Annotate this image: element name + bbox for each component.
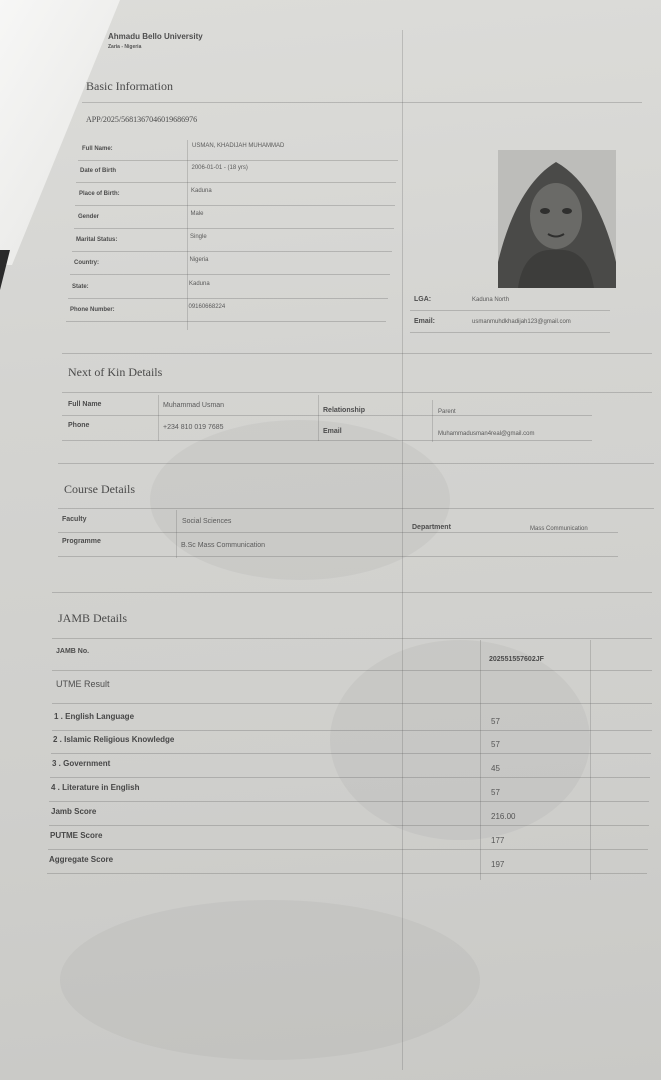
page-curl xyxy=(0,0,120,265)
grid-line xyxy=(74,228,394,229)
basic-info-label: Date of Birth xyxy=(80,168,116,174)
next-of-kin-heading: Next of Kin Details xyxy=(68,365,163,379)
email-value: usmanmuhdkhadijah123@gmail.com xyxy=(472,319,571,325)
subject-value: 57 xyxy=(491,788,500,797)
basic-info-label: State: xyxy=(72,284,89,290)
grid-line xyxy=(66,321,386,322)
kin-full-name-value: Muhammad Usman xyxy=(163,402,225,409)
grid-line xyxy=(52,670,652,671)
section-divider xyxy=(62,353,652,354)
basic-info-value: Kaduna xyxy=(189,281,210,287)
total-value: 177 xyxy=(491,836,505,845)
basic-info-heading: Basic Information xyxy=(86,79,173,93)
faculty-value: Social Sciences xyxy=(182,518,232,525)
total-label: Aggregate Score xyxy=(49,855,114,864)
basic-info-value: Male xyxy=(190,211,204,217)
email-label: Email: xyxy=(414,318,436,325)
basic-info-value: Single xyxy=(190,234,207,240)
grid-line xyxy=(78,160,398,161)
grid-line xyxy=(58,556,618,557)
grid-line xyxy=(51,753,651,754)
lga-label: LGA: xyxy=(414,296,432,303)
grid-line xyxy=(49,825,649,826)
subject-value: 57 xyxy=(491,717,500,726)
page-edge-shadow xyxy=(0,250,10,290)
department-label: Department xyxy=(412,524,451,531)
grid-line xyxy=(52,730,652,731)
basic-info-label: Phone Number: xyxy=(70,307,115,313)
grid-line xyxy=(410,332,610,333)
grid-line xyxy=(68,298,388,299)
programme-label: Programme xyxy=(62,538,101,545)
grid-line xyxy=(47,873,647,874)
faculty-label: Faculty xyxy=(62,516,87,523)
programme-value: B.Sc Mass Communication xyxy=(181,542,266,549)
grid-line xyxy=(72,251,392,252)
kin-full-name-label: Full Name xyxy=(68,401,102,408)
grid-line xyxy=(158,395,159,441)
kin-relationship-value: Parent xyxy=(438,409,456,415)
grid-line xyxy=(76,182,396,183)
kin-relationship-label: Relationship xyxy=(323,407,366,414)
department-value: Mass Communication xyxy=(530,526,588,532)
course-details-heading: Course Details xyxy=(64,482,135,496)
grid-line xyxy=(62,440,592,441)
basic-info-value: Nigeria xyxy=(189,257,209,263)
section-divider xyxy=(58,508,654,509)
kin-phone-label: Phone xyxy=(68,422,90,429)
subject-label: 3 . Government xyxy=(52,759,111,768)
grid-line xyxy=(70,274,390,275)
grid-line xyxy=(432,400,433,442)
total-value: 216.00 xyxy=(491,812,516,821)
basic-info-value: 2006-01-01 - (18 yrs) xyxy=(191,165,248,171)
subject-value: 45 xyxy=(491,764,500,773)
grid-line xyxy=(49,801,649,802)
basic-info-label: Place of Birth: xyxy=(79,191,120,197)
basic-info-label: Full Name: xyxy=(82,146,113,152)
jamb-details-heading: JAMB Details xyxy=(58,611,127,625)
kin-email-value: Muhammadusman4real@gmail.com xyxy=(438,431,535,437)
lga-value: Kaduna North xyxy=(472,297,510,303)
grid-line xyxy=(48,849,648,850)
subject-label: 2 . Islamic Religious Knowledge xyxy=(53,735,175,744)
total-value: 197 xyxy=(491,860,505,869)
paper-stain xyxy=(60,900,480,1060)
grid-line xyxy=(62,415,592,416)
grid-line xyxy=(176,510,177,558)
grid-line xyxy=(50,777,650,778)
grid-line xyxy=(75,205,395,206)
basic-info-label: Marital Status: xyxy=(76,237,118,243)
kin-email-label: Email xyxy=(323,428,342,435)
application-id: APP/2025/5681367046019686976 xyxy=(86,115,198,124)
grid-line xyxy=(480,640,481,880)
basic-info-value: 09160668224 xyxy=(188,304,226,310)
subject-label: 4 . Literature in English xyxy=(51,783,140,792)
utme-result-heading: UTME Result xyxy=(56,679,110,689)
grid-line xyxy=(58,532,618,533)
basic-info-value: Kaduna xyxy=(191,188,212,194)
university-name: Ahmadu Bello University xyxy=(108,32,203,41)
jamb-no-label: JAMB No. xyxy=(56,648,90,655)
basic-info-label: Country: xyxy=(74,260,99,266)
jamb-no-value: 202551557602JF xyxy=(489,656,544,663)
applicant-photo xyxy=(498,150,616,288)
total-label: Jamb Score xyxy=(51,807,97,816)
basic-info-label: Gender xyxy=(78,214,100,220)
basic-info-value: USMAN, KHADIJAH MUHAMMAD xyxy=(192,143,285,149)
university-location: Zaria - Nigeria xyxy=(108,44,142,50)
grid-line xyxy=(318,395,319,441)
total-label: PUTME Score xyxy=(50,831,103,840)
passport-photo-image xyxy=(498,150,616,288)
fold-line xyxy=(402,30,403,1070)
section-divider xyxy=(82,102,642,103)
section-divider xyxy=(52,638,652,639)
subject-label: 1 . English Language xyxy=(54,712,135,721)
section-divider xyxy=(58,463,654,464)
grid-line xyxy=(410,310,610,311)
subject-value: 57 xyxy=(491,740,500,749)
section-divider xyxy=(62,392,652,393)
section-divider xyxy=(52,592,652,593)
grid-line xyxy=(52,703,652,704)
grid-line xyxy=(187,140,188,330)
kin-phone-value: +234 810 019 7685 xyxy=(163,424,224,431)
grid-line xyxy=(590,640,591,880)
